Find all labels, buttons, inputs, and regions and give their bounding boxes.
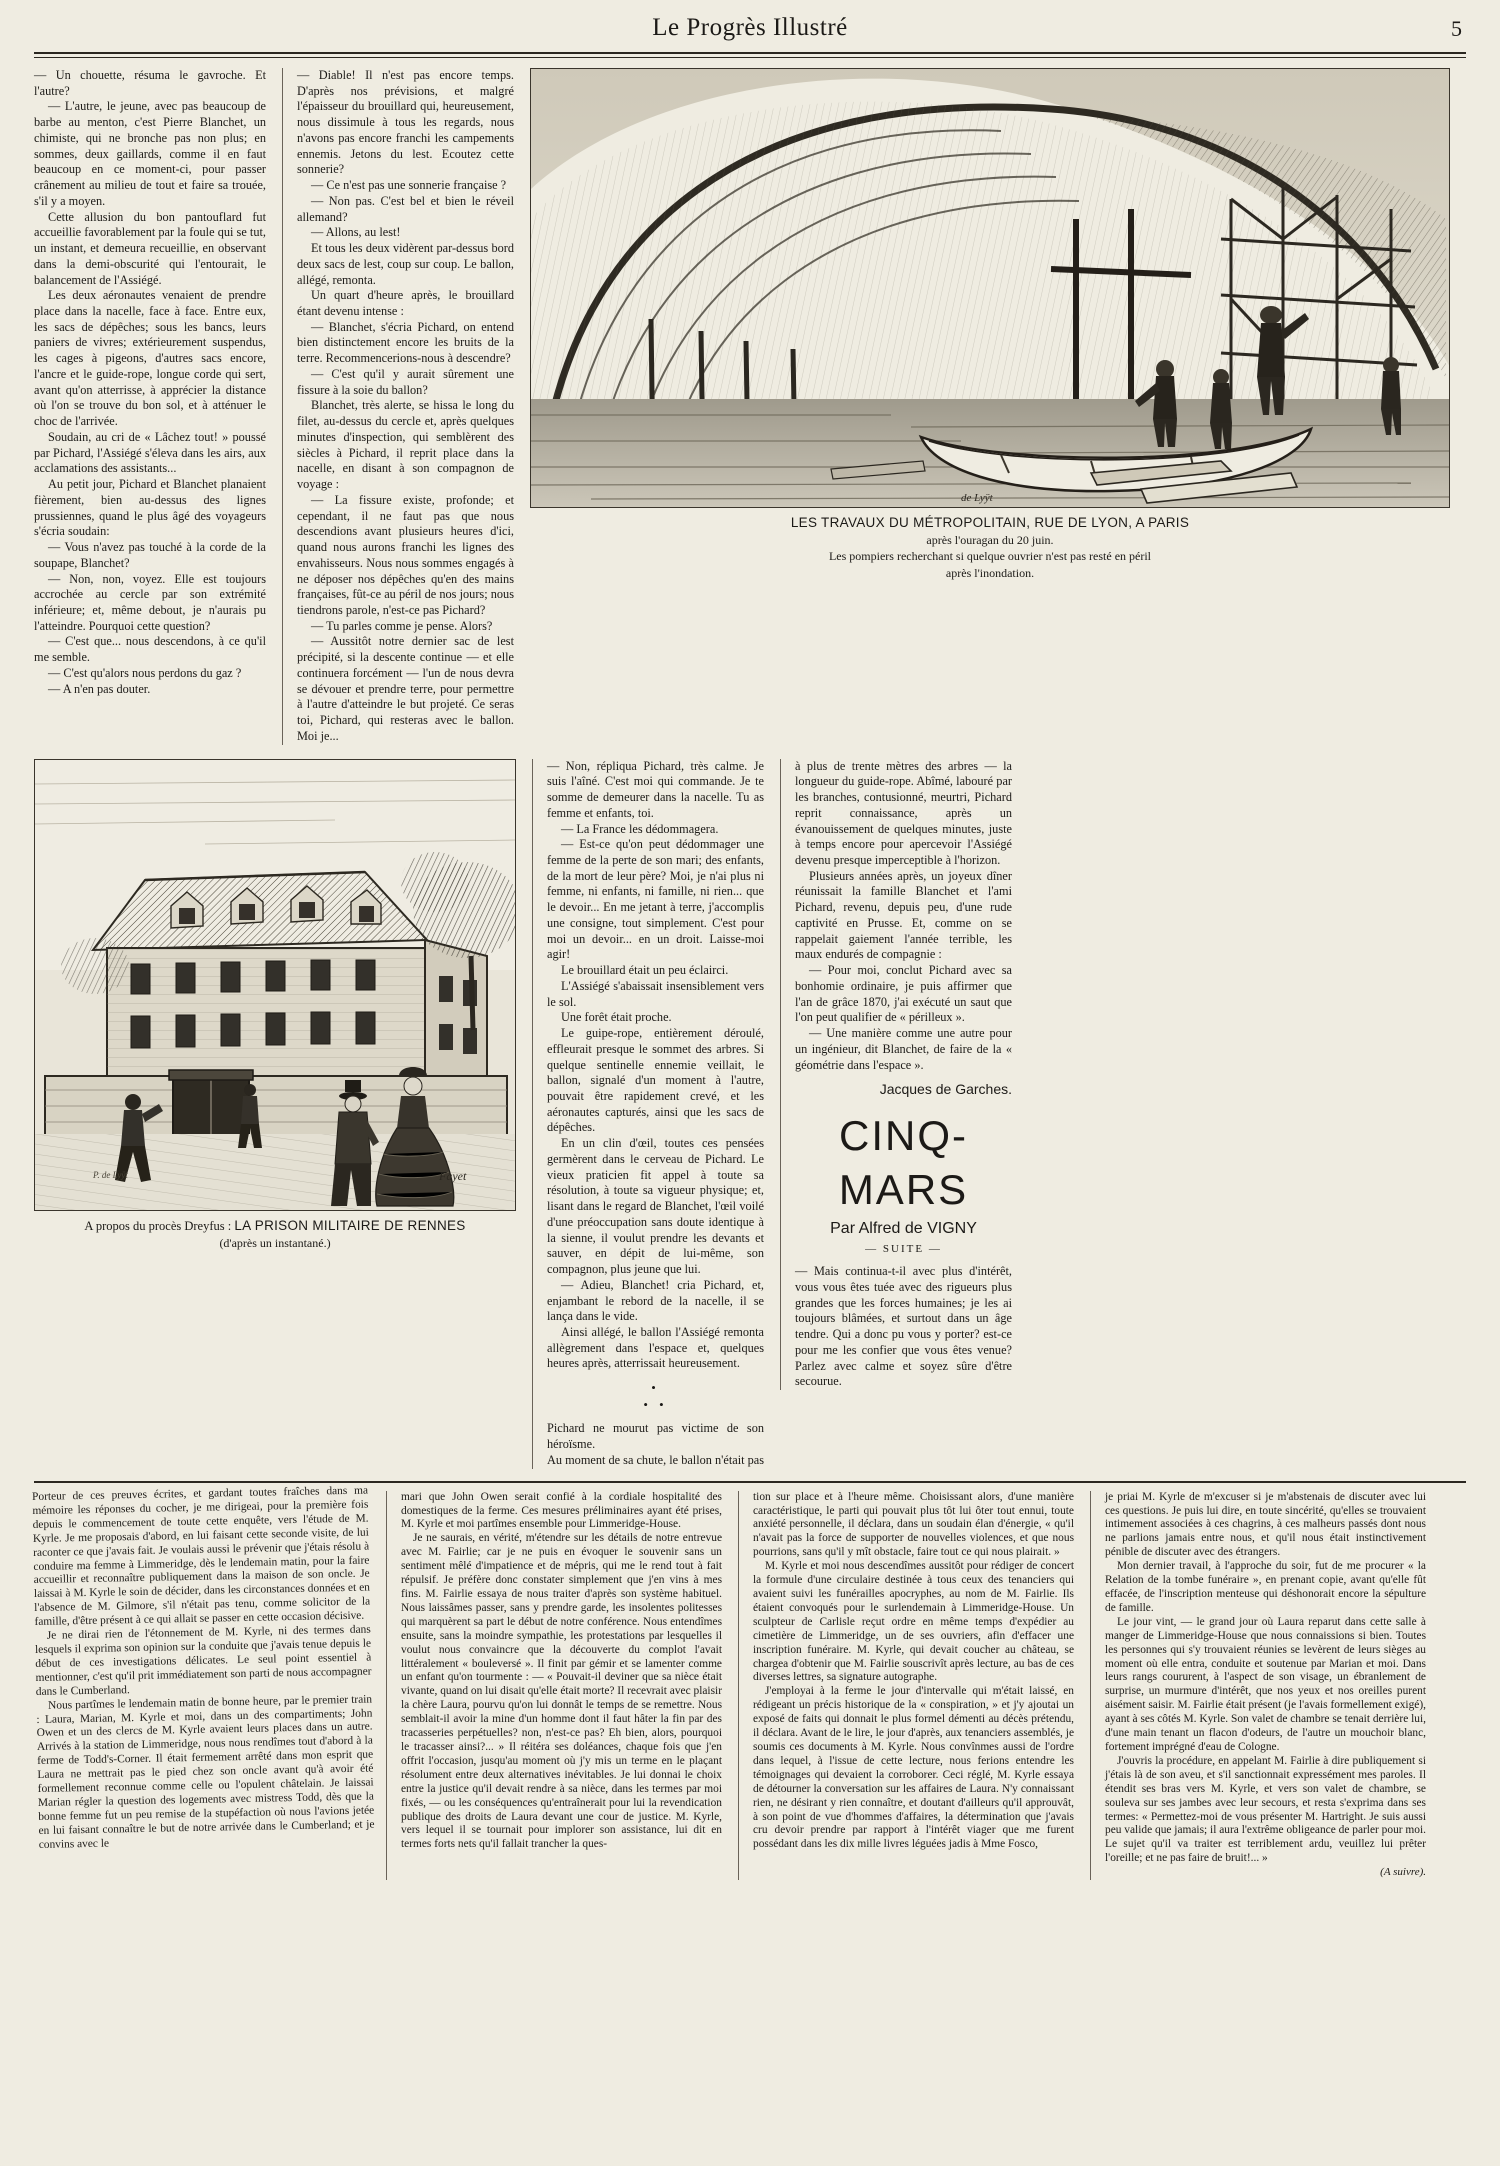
balloon-end-column-1 [532, 759, 764, 1469]
paragraph: Le guipe-rope, entièrement déroulé, effleurait presque le sommet des arbres. Si quelque sentinelle ennemie veillait, le ballon, signalé d'un moment à l'autre, pouvait être rapidement crevé, et les aéronautes capturés, ainsi que les sacs de dépêches. [547, 1026, 764, 1135]
paragraph: — C'est qu'alors nous perdons du gaz ? [48, 665, 242, 680]
prison-engraving-block [34, 759, 516, 1251]
paragraph: — Blanchet, s'écria Pichard, on entend bien distinctement encore les bruits de la terre. Recommencerions-nous à descendre? [297, 319, 514, 366]
paragraph: je priai M. Kyrle de m'excuser si je m'abstenais de discuter avec lui ces questions. Je puis lui dire, en toute sincérité, qu'elles se trouvaient intimement associées à ces chagrins, à ces malheurs passés dont nous ne parlions jamais entre nous, et qu'il nous était instinctivement pénible de discuter avec des étrangers. [1105, 1490, 1426, 1559]
svg-text:P. de Lyÿt: P. de Lyÿt [93, 1169, 128, 1180]
paragraph: Nous partîmes le lendemain matin de bonne heure, par le premier train : Laura, Marian, M. Kyrle et moi, dans un des compartiments; John Owen et un des clercs de M. Kyrle avaient leurs places dans un autre. Arrivés à la station de Limmeridge, nous nous rendîmes tout d'abord à la ferme de Todd's-Corner. Il était fermement arrêté dans mon esprit que Laura ne mettrait pas le pied chez son oncle avant qu'à avoir été formellement reconnue comme celle ou l'opulent châtelain. Je laissai Marian régler la question des logements avec mistress Todd, dès que la bonne femme fut un peu remise de la stupéfaction où nous l'avions jetée en lui faisant connaître le but de notre arrivée dans le Cumberland; et je convins avec le [36, 1692, 375, 1851]
paragraph: — Est-ce qu'on peut dédommager une femme de la perte de son mari; des enfants, de la mort de leur père? Moi, je n'ai plus ni femme, ni enfants, ni famille, ni rien... que le devoir... En me jetant à terre, j'accomplis une consigne, tout simplement. C'est pour moi un devoir... en un droit. Laisse-moi agir! [547, 837, 764, 962]
paragraph: Et tous les deux vidèrent par-dessus bord deux sacs de lest, coup sur coup. Le ballon, allégé, remonta. [297, 241, 514, 287]
paragraph: — Non, répliqua Pichard, très calme. Je suis l'aîné. C'est moi qui commande. Je te somme de demeurer dans la nacelle. Tu as femme et enfants, toi. [547, 758, 764, 820]
paragraph: J'ouvris la procédure, en appelant M. Fairlie à dire publiquement si j'étais là de son aveu, et s'il sanctionnait expressément mes paroles. Il étendit ses bras vers M. Kyrle, et vers son valet de chambre, se souleva sur ses jambes avec leur secours, et resta s'exprima dans ses termes: « Permettez-moi de vous présenter M. Hartright. Je suis aussi peu valide que jamais; il aura l'extrême obligeance de parler pour moi. Le sujet qu'il va traiter est terriblement ardu, veuillez lui prêter l'oreille; et ne pas faire de bruit!... » [1105, 1754, 1426, 1865]
masthead [34, 14, 1466, 48]
metro-caption-main: LES TRAVAUX DU MÉTROPOLITAIN, RUE DE LYON, A PARIS [790, 515, 1190, 530]
cinq-mars-title: CINQ-MARS [838, 1112, 969, 1213]
metro-caption-sub1: après l'ouragan du 20 juin. [926, 533, 1054, 548]
svg-text:de Lyÿt: de Lyÿt [961, 492, 993, 504]
feuilleton-section [32, 1484, 1466, 1880]
middle-section [34, 759, 1466, 1469]
prison-caption-sub: (d'après un instantané.) [219, 1235, 331, 1250]
balloon-column-1 [34, 68, 266, 697]
metro-engraving-block [530, 68, 1450, 581]
prison-engraving-art [35, 760, 516, 1210]
masthead-rule [34, 52, 1466, 58]
paragraph: J'employai à la ferme le jour d'intervalle qui m'était laissé, en rédigeant un précis historique de la « conspiration, » et j'y ajoutai un exposé de faits qui donnait le plus formel démenti au décès prétendu, il déclara. Avant de le lire, le jour d'après, aux tenanciers assemblés, je soumis ces documents à M. Kyrle. Nous convînmes aussi de l'ordre dans lequel, à l'issue de cette lecture, nous ferions entendre les témoignages qui devaient la corroborer. Ceci réglé, M. Kyrle essaya de détourner la conversation sur les affaires de Laura. N'y connaissant rien, ne désirant y rien connaître, et doutant d'ailleurs qu'il approuvât, à son point de vue d'hommes d'affaires, la détermination que j'avais cru devoir prendre par rapport à l'intérêt viager que me furent possédant dans les dix mille livres léguées jadis à Mme Fosco, [753, 1685, 1074, 1851]
paragraph: — C'est qu'il y aurait sûrement une fissure à la soie du ballon? [297, 366, 514, 397]
paragraph: — Vous n'avez pas touché à la corde de la soupape, Blanchet? [34, 540, 266, 570]
paragraph: — Une manière comme une autre pour un ingénieur, dit Blanchet, de faire de la « géométrie dans l'espace ». [795, 1026, 1012, 1072]
feuilleton-column-2 [386, 1491, 722, 1880]
prison-caption [34, 1217, 516, 1251]
paragraph: — Aussitôt notre dernier sac de lest précipité, si la descente continue — et elle continuera forcément — l'un de nous devra se dévouer et prendre terre, pour permettre à l'autre d'atteindre le but projeté. Ce seras toi, Pichard, qui resteras avec le ballon. Moi je... [297, 634, 514, 743]
paragraph: Le jour vint, — le grand jour où Laura reparut dans cette salle à manger de Limmeridge-House que nous connaissions si bien. Toutes les personnes qui s'y trouvaient réunies se levèrent de leurs sièges au moment où elle entra, conduite et soutenue par Marian et moi. Dans leurs rangs coururent, à l'aspect de son visage, un ébranlement de surprise, un murmure d'intérêt, que nos yeux et nos oreilles purent aisément saisir. M. Fairlie était présent (je l'avais formellement exigé), ayant à ses côtés M. Kyrle. Son valet de chambre se tenait derrière lui, d'une main tenant un flacon d'odeurs, de l'autre un mouchoir blanc, fortement imprégné d'eau de Cologne. [1105, 1615, 1426, 1753]
paragraph: Un quart d'heure après, le brouillard étant devenu intense : [297, 288, 514, 319]
paragraph: Ainsi allégé, le ballon l'Assiégé remonta allègrement dans l'espace et, quelques heures après, atterrissait heureusement. [547, 1325, 764, 1371]
paragraph: — Mais continua-t-il avec plus d'intérêt, vous vous êtes tuée avec des rigueurs plus grandes que les forces humaines; je les ai toujours blâmées, et surtout dans un âge tendre. Qui a donc pu vous y porter? est-ce pour me les confier que vous êtes venue? Parlez avec calme et soyez sûre d'être secourue. [795, 1264, 1012, 1389]
paragraph: — L'autre, le jeune, avec pas beaucoup de barbe au menton, c'est Pierre Blanchet, un chimiste, qui ne bronche pas non plus; en sommes, deux gaillards, comme il en faut beaucoup en ce moment-ci, pour passer crânement au milieu de tout et faire sa trouée, s'il y a moyen. [34, 99, 266, 208]
paragraph: — A n'en pas douter. [48, 681, 151, 696]
cinq-mars-byline: Par Alfred de VIGNY [830, 1219, 977, 1237]
paragraph: Au petit jour, Pichard et Blanchet planaient fièrement, bien au-dessus des lignes prussiennes, quand le plus âgé des voyageurs s'écria soudain: [34, 477, 266, 539]
paragraph: M. Kyrle et moi nous descendîmes aussitôt pour rédiger de concert la formule d'une circulaire destinée à tous ceux des tenanciers qui avaient suivi les funérailles apocryphes, au nom de M. Fairlie. Ils étaient convoqués pour le surlendemain à Limmeridge-House. Un sculpteur de Carlisle reçut ordre en même temps d'expédier au cimetière de Limmeridge, un de ses ouvriers, afin d'effacer une inscription funéraire. M. Kyrle, qui devait coucher au château, se chargea d'obtenir que M. Fairlie souscrivît après lecture, au bas de ces diverses lettres, sa signature autographe. [753, 1560, 1074, 1684]
paragraph: — Allons, au lest! [311, 225, 401, 240]
paragraph: Soudain, au cri de « Lâchez tout! » poussé par Pichard, l'Assiégé s'éleva dans les airs, aux acclamations des assistants... [34, 429, 266, 476]
paragraph: Blanchet, très alerte, se hissa le long du filet, au-dessus du cercle et, après quelques minutes d'inspection, qui semblèrent des siècles à Pichard, il reprit place dans la nacelle, en disant à son compagnon de voyage : [297, 398, 514, 492]
metro-caption-sub3: après l'inondation. [945, 565, 1035, 580]
to-be-continued: (A suivre). [1380, 1866, 1426, 1879]
paragraph: — La fissure existe, profonde; et cependant, il ne faut pas que nous descendions avant plusieurs heures d'ici, quand nous aurons franchi les lignes des envahisseurs. Nous nous sommes engagés à ne déposer nos dépêches qu'en des mains françaises, fût-ce au péril de nos jours; nous tiendrons parole, n'est-ce pas Pichard? [297, 492, 514, 617]
paragraph: mari que John Owen serait confié à la cordiale hospitalité des domestiques de la ferme. Ces mesures préliminaires ayant été prises, M. Kyrle et moi partîmes ensemble pour Limmeridge-House. [401, 1490, 722, 1531]
paragraph: — C'est que... nous descendons, à ce qu'il me semble. [34, 634, 266, 665]
paragraph: Cette allusion du bon pantouflard fut accueillie favorablement par la foule qui se tut, un instant, et demeura recueillie, en observant dans la demi-obscurité qui l'entourait, le balancement de l'Assiégé. [34, 209, 266, 287]
story-signature: Jacques de Garches. [879, 1081, 1012, 1098]
prison-engraving [34, 759, 516, 1211]
paragraph: En un clin d'œil, toutes ces pensées germèrent dans le cerveau de Pichard. Le vieux praticien fit appel à toute sa résolution, à toute sa vigueur physique; et, lisant dans le regard de Blanchet, l'œil voilé d'une préoccupation sans doute identique à la sienne, il voulut prendre les devants et sauver, en dépit de lui-même, son compagnon, plus jeune que lui. [547, 1136, 764, 1277]
paragraph: — Pour moi, conclut Pichard avec sa bonhomie ordinaire, je puis affirmer que l'an de grâce 1870, j'ai exécuté un saut que l'on peut qualifier de « périlleux ». [795, 963, 1012, 1025]
feuilleton-column-4 [1090, 1491, 1426, 1880]
feuilleton-column-3 [738, 1491, 1074, 1880]
cinq-mars-column [780, 759, 1012, 1391]
metro-caption [530, 514, 1450, 581]
paragraph: Pichard ne mourut pas victime de son héroïsme. [547, 1421, 764, 1452]
cinq-mars-suite: — SUITE — [865, 1243, 942, 1256]
paragraph: Au moment de sa chute, le ballon n'était pas [547, 1452, 765, 1467]
paragraph: L'Assiégé s'abaissait insensiblement vers le sol. [547, 978, 764, 1009]
balloon-column-2 [282, 68, 514, 745]
paragraph: Mon dernier travail, à l'approche du soir, fut de me procurer « la Relation de la tombe funéraire », en prenant copie, avant qu'elle fût effacée, de l'inscription menteuse qui déshonorait encore la sépulture de famille. [1105, 1560, 1426, 1614]
paragraph: Le brouillard était un peu éclairci. [561, 963, 729, 978]
publication-title: Le Progrès Illustré [652, 14, 848, 41]
paragraph: à plus de trente mètres des arbres — la longueur du guide-rope. Abîmé, labouré par les branches, contusionné, meurtri, Pichard reprit connaissance, après un évanouissement de quelques minutes, juste à temps encore pour apercevoir l'Assiégé devenu presque imperceptible à l'horizon. [795, 758, 1012, 867]
paragraph: — La France les dédommagera. [561, 821, 719, 836]
metro-engraving [530, 68, 1450, 508]
feuilleton-rule [34, 1481, 1466, 1483]
paragraph: Porteur de ces preuves écrites, et gardant toutes fraîches dans ma mémoire les réponses du cocher, je me dirigeai, pour la première fois depuis le commencement de toute cette enquête, vers l'étude de M. Kyrle. Je me proposais d'abord, en lui faisant cette seconde visite, de lui raconter ce que j'avais fait. Je voulais aussi le prévenir que j'étais résolu à conduire ma femme à Limmeridge, dès le lendemain matin, pour la faire accueillir et reconnaître publiquement dans la maison de son oncle. Je laissai à M. Kyrle le soin de décider, dans les circonstances données et en l'absence de M. Gilmore, s'il n'était pas tenu, comme solicitor de la famille, d'être présent à ce qui allait se passer en cette occasion décisive. [32, 1484, 371, 1628]
paragraph: — Non, non, voyez. Elle est toujours accrochée au cercle par son extrémité inférieure; et, même debout, je n'aurais pu l'atteindre. Pourquoi cette question? [34, 571, 266, 633]
paragraph: — Diable! Il n'est pas encore temps. D'après nos prévisions, et malgré l'épaisseur du brouillard qui, heureusement, nous dissimule à tous les regards, nous n'avons pas encore franchi les campements ennemis. Jetons du lest. Ecoutez cette sonnerie? [297, 68, 514, 177]
paragraph: Je ne saurais, en vérité, m'étendre sur les détails de notre entrevue avec M. Fairlie; car je ne puis en évoquer le souvenir sans un sentiment mêlé d'impatience et de mépris, qui me le rend tout à fait répulsif. Je préfère donc constater simplement que j'en vins à mes fins. M. Fairlie essaya de nous traiter d'après son système habituel. Nous laissâmes passer, sans y prendre garde, les insolentes politesses qui marquèrent sa part le début de notre conférence. Nous entendîmes ensuite, sans la moindre sympathie, les protestations par lesquelles il voulut nous convaincre que la découverte du complot l'avait littéralement « bouleversé ». Il finit par gémir et se lamenter comme un enfant qu'on tourmente : — « Pouvait-il deviner que sa nièce était vivante, quand on lui disait qu'elle était morte? Il recevrait avec plaisir la chère Laura, pourvu qu'on lui donnât le temps de se remettre. Nous semblait-il avoir la mine d'un homme dont il faut hâter la fin par des tracasseries perpétuelles? non, n'est-ce pas? Eh bien, alors, pourquoi le tracasser ainsi?... » Il réitéra ses doléances, chaque fois que j'en offrit l'occasion, jusqu'au moment où j'y mis un terme en le plaçant résolument entre deux alternatives inévitables. Je lui donnai le choix entre la justice qu'il devait rendre à sa nièce, dans les termes par moi fixés, — ou les conséquences qu'entraînerait pour lui la revendication publique des droits de Laura devant une cour de justice. M. Kyrle, vers lequel il se tournait pour implorer son assistance, lui dit en termes forts nets qu'il fallait trancher la ques- [401, 1532, 722, 1851]
paragraph: Plusieurs années après, un joyeux dîner réunissait la famille Blanchet et l'ami Pichard, revenu, depuis peu, d'une rude captivité en Prusse. Et, comme on se rappelait gaiement l'année terrible, les maux endurés de compagnie : [795, 868, 1012, 962]
prison-caption-pre: A propos du procès Dreyfus : [84, 1218, 232, 1233]
paragraph: — Ce n'est pas une sonnerie française ? [311, 178, 507, 193]
paragraph: — Adieu, Blanchet! cria Pichard, et, enjambant le rebord de la nacelle, il se lança dans le vide. [547, 1277, 764, 1324]
svg-text:Fayet: Fayet [439, 1168, 467, 1183]
page-number: 5 [1451, 16, 1462, 41]
paragraph: Une forêt était proche. [561, 1010, 672, 1025]
paragraph: — Non pas. C'est bel et bien le réveil allemand? [297, 193, 514, 224]
feuilleton-column-1 [32, 1484, 375, 1851]
prison-caption-main: LA PRISON MILITAIRE DE RENNES [234, 1217, 466, 1233]
paragraph: Les deux aéronautes venaient de prendre place dans la nacelle, face à face. Entre eux, les sacs de dépêches; sous les bancs, leurs paniers de vivres; extérieurement suspendus, les cages à pigeons, d'autres sacs encore, l'ancre et le guide-rope, longue corde qui sert, avant qu'on atterrisse, à apprécier la distance où l'on se trouve du bon sol, et à atténuer le choc de l'arrivée. [34, 288, 266, 429]
metro-caption-sub2: Les pompiers recherchant si quelque ouvrier n'est pas resté en péril [828, 549, 1152, 564]
paragraph: Je ne dirai rien de l'étonnement de M. Kyrle, ni des termes dans lesquels il exprima son opinion sur la conduite que j'avais tenue depuis le début de ces investigations délicates. Le seul point essentiel à mentionner, c'est qu'il prit immédiatement son parti de nous accompagner dans le Cumberland. [34, 1623, 372, 1698]
prison-gate [169, 1070, 253, 1138]
paragraph: tion sur place et à l'heure même. Choisissant alors, d'une manière caractéristique, le parti qui pouvait plus tôt lui ôter tout ennui, toute anxiété personnelle, il déclara, dans un soudain élan d'énergie, « qu'il n'avait pas la force de supporter de nouvelles violences, et que nous pourrions, sans qu'il y mît obstacle, faire tout ce qui nous plairait. » [753, 1490, 1074, 1559]
prison-caption-line1 [34, 1217, 516, 1235]
top-section [34, 68, 1466, 745]
metro-engraving-art [531, 69, 1450, 507]
section-separator: • • • [643, 1380, 668, 1412]
paragraph: — Tu parles comme je pense. Alors? [311, 618, 493, 633]
paragraph: — Un chouette, résuma le gavroche. Et l'autre? [34, 68, 266, 98]
